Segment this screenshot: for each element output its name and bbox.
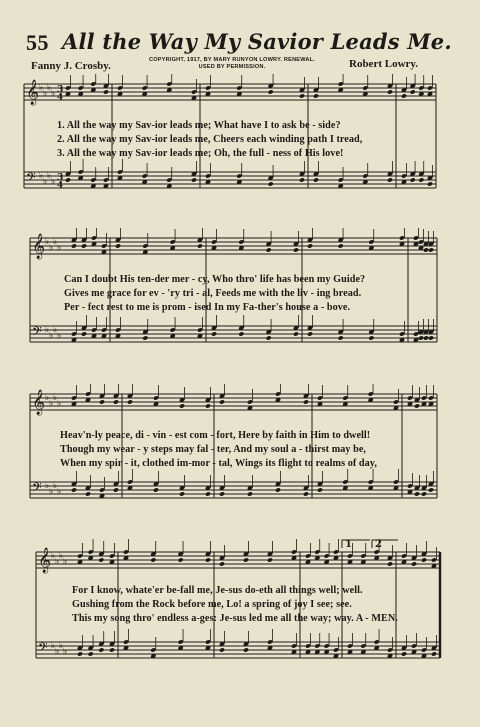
lyric-line: For I know, whate'er be-fall me, Je-sus do-eth all things well; well. [72, 585, 363, 596]
svg-text:𝄢: 𝄢 [26, 170, 36, 188]
svg-text:♭: ♭ [39, 171, 44, 181]
composer-credit: Robert Lowry. [349, 58, 419, 70]
svg-text:3: 3 [57, 85, 64, 95]
svg-text:♭: ♭ [55, 647, 60, 657]
lyric-line: Can I doubt His ten-der mer - cy, Who thro' life has been my Guide? [64, 274, 366, 285]
svg-text:♭: ♭ [51, 641, 56, 651]
svg-text:♭: ♭ [43, 89, 48, 99]
svg-text:♭: ♭ [45, 393, 50, 403]
copyright-line-2: USED BY PERMISSION. [198, 64, 266, 70]
svg-text:♭: ♭ [47, 83, 52, 93]
lyric-line: Though my wear - y steps may fal - ter, And my soul a - thirst may be, [60, 444, 367, 455]
lyric-line: Gushing from the Rock before me, Lo! a spring of joy I see; see. [72, 599, 352, 610]
svg-text:♭: ♭ [47, 171, 52, 181]
svg-text:♭: ♭ [45, 481, 50, 491]
lyric-line: 2. All the way my Sav-ior leads me, Cheers each winding path I tread, [57, 134, 363, 145]
svg-text:♭: ♭ [49, 487, 54, 497]
svg-text:♭: ♭ [57, 243, 62, 253]
svg-text:♭: ♭ [59, 641, 64, 651]
copyright-notice [132, 57, 332, 71]
copyright-line-1: COPYRIGHT, 1917, BY MARY RUNYON LOWRY. RENEWAL. [148, 57, 316, 63]
svg-text:♭: ♭ [53, 237, 58, 247]
svg-text:♭: ♭ [39, 83, 44, 93]
svg-text:♭: ♭ [55, 557, 60, 567]
svg-text:𝄢: 𝄢 [32, 324, 42, 342]
lyric-line: 3. All the way my Sav-ior leads me; Oh, the full - ness of His love! [57, 148, 344, 159]
svg-text:♭: ♭ [43, 177, 48, 187]
svg-text:♭: ♭ [49, 243, 54, 253]
hymn-number: 55 [26, 30, 49, 55]
svg-text:4: 4 [57, 181, 64, 191]
first-ending-label: 1 [345, 539, 352, 550]
svg-text:♭: ♭ [59, 551, 64, 561]
svg-text:♭: ♭ [53, 325, 58, 335]
svg-text:♭: ♭ [63, 557, 68, 567]
svg-text:4: 4 [57, 93, 64, 103]
svg-text:𝄞: 𝄞 [26, 80, 40, 105]
svg-text:𝄢: 𝄢 [32, 480, 42, 498]
svg-text:♭: ♭ [45, 237, 50, 247]
lyric-line: Heav'n-ly peace, di - vin - est com - fort, Here by faith in Him to dwell! [60, 430, 371, 441]
svg-text:♭: ♭ [51, 89, 56, 99]
svg-text:𝄢: 𝄢 [38, 640, 48, 658]
svg-text:♭: ♭ [51, 177, 56, 187]
svg-text:𝄞: 𝄞 [38, 548, 52, 573]
svg-text:𝄞: 𝄞 [32, 390, 46, 415]
svg-text:♭: ♭ [49, 331, 54, 341]
svg-text:♭: ♭ [57, 399, 62, 409]
lyricist-credit: Fanny J. Crosby. [31, 60, 111, 72]
lyric-line: This my song thro' endless a-ges: Je-sus led me all the way; way. A - MEN. [72, 613, 398, 624]
lyric-line: When my spir - it, clothed im-mor - tal, Wings its flight to realms of day, [60, 458, 377, 469]
svg-text:♭: ♭ [63, 647, 68, 657]
hymn-title: All the Way My Savior Leads Me. [62, 29, 452, 54]
svg-text:♭: ♭ [51, 551, 56, 561]
svg-text:𝄞: 𝄞 [32, 234, 46, 259]
lyric-line: Per - fect rest to me is prom - ised In my Fa-ther's house a - bove. [64, 302, 351, 313]
svg-text:♭: ♭ [53, 393, 58, 403]
svg-text:♭: ♭ [49, 399, 54, 409]
svg-text:3: 3 [57, 173, 64, 183]
second-ending-label: 2 [375, 539, 382, 550]
lyric-line: Gives me grace for ev - 'ry tri - al, Feeds me with the liv - ing bread. [64, 288, 362, 299]
svg-text:♭: ♭ [57, 487, 62, 497]
lyric-line: 1. All the way my Sav-ior leads me; What have I to ask be - side? [57, 120, 341, 131]
svg-text:♭: ♭ [45, 325, 50, 335]
svg-text:♭: ♭ [53, 481, 58, 491]
svg-text:♭: ♭ [57, 331, 62, 341]
